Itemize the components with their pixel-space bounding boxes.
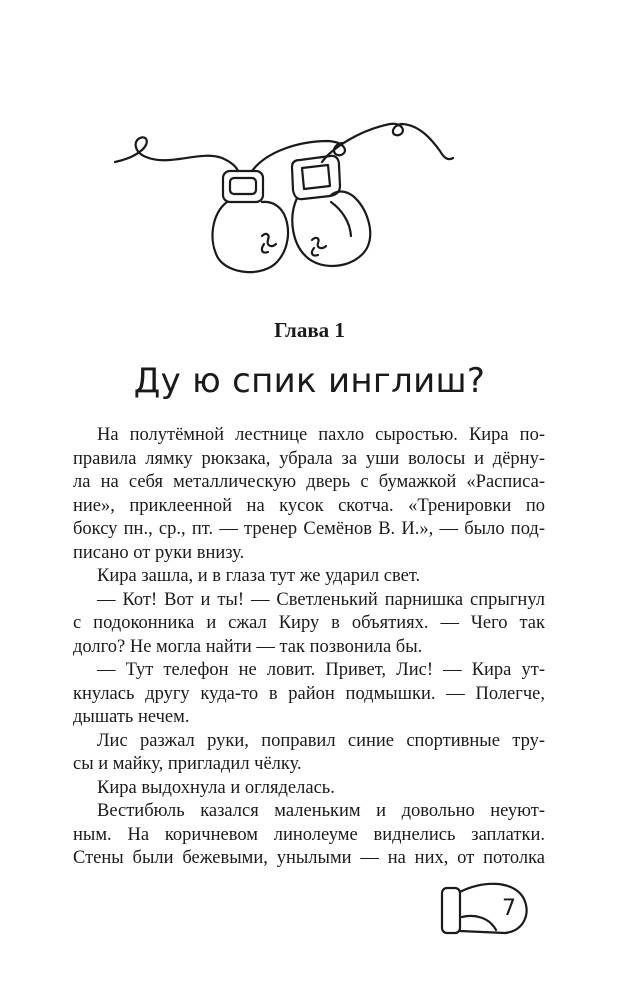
paragraph <box>73 659 545 730</box>
paragraph <box>73 730 545 777</box>
text-line: правила лямку рюкзака, убрала за уши волосы и дёрну- <box>73 448 545 469</box>
glove-string <box>115 124 453 171</box>
paragraph <box>73 800 545 871</box>
text-line: Кира зашла, и в глаза тут же ударил свет. <box>97 566 421 586</box>
text-line: с подоконника и сжал Киру в объятиях. — Чего так <box>73 613 545 633</box>
right-glove <box>292 156 370 266</box>
text-line: боксу пн., ср., пт. — тренер Семёнов В. И.», — было под- <box>73 519 545 539</box>
text-line: ние», приклеенной на кусок скотча. «Тренировки по <box>73 495 545 516</box>
text-line: Стены были бежевыми, унылыми — на них, от потолка <box>73 848 545 868</box>
paragraph <box>73 589 545 660</box>
text-line: — Тут телефон не ловит. Привет, Лис! — Кира ут- <box>97 660 545 680</box>
paragraph <box>73 424 545 565</box>
paragraph <box>73 777 545 801</box>
page-number: 7 <box>502 896 516 921</box>
text-line: писано от руки внизу. <box>73 542 245 563</box>
chapter-label: Глава 1 <box>274 318 345 342</box>
text-line: дышать нечем. <box>73 707 190 727</box>
text-line: долго? Не могла найти — так позвонила бы. <box>73 636 423 657</box>
text-line: сы и майку, пригладил чёлку. <box>73 754 302 774</box>
text-line: Вестибюль казался маленьким и довольно неуют- <box>97 801 545 821</box>
text-line: Лис разжал руки, поправил синие спортивные тру- <box>97 730 545 751</box>
text-line: ным. На коричневом линолеуме виднелись заплатки. <box>73 824 545 845</box>
chapter-title: Ду ю спик инглиш? <box>133 361 486 401</box>
text-line: На полутёмной лестнице пахло сыростью. Кира по- <box>97 425 545 445</box>
text-line: — Кот! Вот и ты! — Светленький парнишка спрыгнул <box>97 589 545 610</box>
body-text <box>73 424 545 871</box>
left-glove <box>212 171 288 272</box>
text-line: кнулась другу куда-то в район подмышки. — Полегче, <box>73 683 545 704</box>
paragraph <box>73 565 545 589</box>
text-line: ла на себя металлическую дверь с бумажкой «Расписа- <box>73 472 545 492</box>
text-line: Кира выдохнула и огляделась. <box>97 777 335 798</box>
boxing-gloves-icon <box>100 100 500 290</box>
